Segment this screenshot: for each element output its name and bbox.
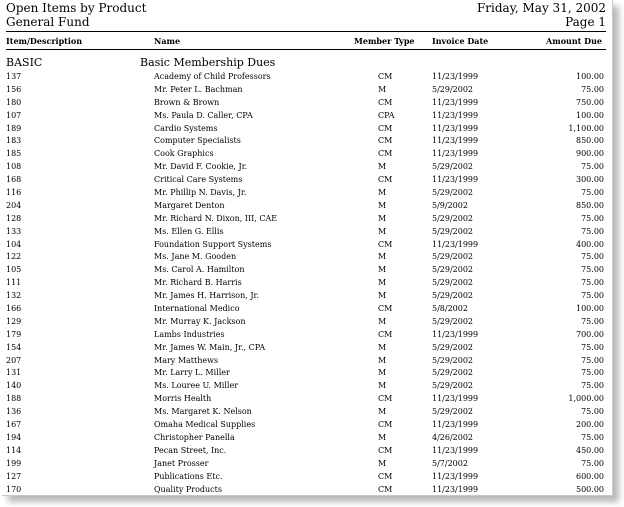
row-invoice-date: 5/29/2002 [432,381,474,391]
row-item: 105 [6,265,22,275]
row-member-type: M [378,278,387,288]
row-member-type: M [378,200,387,210]
row-name: Publications Etc. [154,471,223,481]
table-row [2,484,612,497]
row-member-type: CPA [378,110,395,120]
row-item: 114 [6,445,22,455]
row-member-type: M [378,252,387,262]
row-item: 207 [6,355,22,365]
row-item: 183 [6,136,22,146]
row-member-type: M [378,226,387,236]
row-member-type: CM [378,471,393,481]
column-header-item: Item/Description [6,36,83,46]
row-name: Ms. Paula D. Caller, CPA [154,110,253,120]
row-amount-due: 75.00 [581,368,604,378]
row-amount-due: 75.00 [581,355,604,365]
row-item: 170 [6,484,22,494]
row-invoice-date: 11/23/1999 [432,239,479,249]
row-member-type: M [378,355,387,365]
row-item: 140 [6,381,22,391]
page-number: Page 1 [565,15,606,29]
group-code: BASIC [6,56,43,69]
row-name: Mr. Phillip N. Davis, Jr. [154,188,247,198]
row-item: 194 [6,432,22,442]
row-member-type: M [378,265,387,275]
row-item: 108 [6,162,22,172]
row-invoice-date: 11/23/1999 [432,110,479,120]
row-name: Mr. James W. Main, Jr., CPA [154,342,266,352]
table-row [2,432,612,445]
row-amount-due: 75.00 [581,162,604,172]
row-invoice-date: 11/23/1999 [432,149,479,159]
column-header-name: Name [154,36,181,46]
table-row [2,471,612,484]
row-name: Ms. Ellen G. Ellis [154,226,224,236]
row-item: 107 [6,110,22,120]
table-row [2,277,612,290]
row-name: Ms. Louree U. Miller [154,381,239,391]
row-item: 136 [6,407,22,417]
row-name: Foundation Support Systems [154,239,272,249]
row-item: 189 [6,123,22,133]
row-name: Mr. James H. Harrison, Jr. [154,291,260,301]
row-amount-due: 1,100.00 [568,123,604,133]
row-member-type: M [378,316,387,326]
row-name: Ms. Jane M. Gooden [154,252,237,262]
row-item: 133 [6,226,22,236]
row-member-type: M [378,291,387,301]
row-member-type: M [378,342,387,352]
row-item: 128 [6,213,22,223]
row-name: Ms. Margaret K. Nelson [154,407,252,417]
table-row [2,187,612,200]
row-item: 185 [6,149,22,159]
row-invoice-date: 5/7/2002 [432,458,468,468]
table-row [2,264,612,277]
row-amount-due: 75.00 [581,84,604,94]
row-item: 132 [6,291,22,301]
row-amount-due: 75.00 [581,213,604,223]
row-amount-due: 75.00 [581,432,604,442]
row-name: Mary Matthews [154,355,219,365]
row-invoice-date: 11/23/1999 [432,175,479,185]
table-row [2,316,612,329]
row-amount-due: 900.00 [576,149,604,159]
row-amount-due: 75.00 [581,226,604,236]
row-invoice-date: 4/26/2002 [432,432,474,442]
row-amount-due: 400.00 [576,239,604,249]
report-page [2,0,613,496]
table-row [2,123,612,136]
row-invoice-date: 5/29/2002 [432,226,474,236]
row-item: 111 [6,278,22,288]
row-name: International Medico [154,304,240,314]
row-member-type: M [378,84,387,94]
table-row [2,71,612,84]
table-row [2,226,612,239]
row-item: 167 [6,420,22,430]
row-name: Cook Graphics [154,149,214,159]
fund-name: General Fund [6,15,90,29]
row-member-type: CM [378,445,393,455]
row-name: Mr. Richard N. Dixon, III, CAE [154,213,278,223]
row-invoice-date: 11/23/1999 [432,471,479,481]
row-amount-due: 100.00 [576,110,604,120]
row-item: 129 [6,316,22,326]
row-amount-due: 75.00 [581,342,604,352]
row-member-type: CM [378,123,393,133]
table-row [2,290,612,303]
row-item: 188 [6,394,22,404]
row-member-type: CM [378,175,393,185]
row-name: Mr. Larry L. Miller [154,368,230,378]
row-name: Mr. David F. Cookie, Jr. [154,162,248,172]
table-row [2,445,612,458]
row-name: Mr. Richard B. Harris [154,278,242,288]
row-invoice-date: 11/23/1999 [432,394,479,404]
row-item: 137 [6,72,22,81]
row-member-type: CM [378,394,393,404]
row-member-type: CM [378,136,393,146]
header-rule-bottom [6,49,606,50]
table-row [2,84,612,97]
row-name: Ms. Carol A. Hamilton [154,265,245,275]
row-item: 154 [6,342,22,352]
row-invoice-date: 11/23/1999 [432,136,479,146]
row-name: Critical Care Systems [154,175,243,185]
row-member-type: CM [378,97,393,107]
row-amount-due: 75.00 [581,458,604,468]
row-member-type: CM [378,420,393,430]
table-row [2,200,612,213]
row-invoice-date: 11/23/1999 [432,72,479,81]
row-invoice-date: 5/29/2002 [432,291,474,301]
row-invoice-date: 5/29/2002 [432,265,474,275]
row-name: Mr. Murray K. Jackson [154,316,246,326]
row-item: 122 [6,252,22,262]
column-header-invoice-date: Invoice Date [432,36,489,46]
table-row [2,303,612,316]
row-invoice-date: 11/23/1999 [432,123,479,133]
row-name: Christopher Panella [154,432,235,442]
row-invoice-date: 5/8/2002 [432,304,468,314]
row-member-type: CM [378,329,393,339]
row-invoice-date: 11/23/1999 [432,329,479,339]
row-item: 166 [6,304,22,314]
table-row [2,161,612,174]
row-item: 116 [6,188,22,198]
row-member-type: M [378,458,387,468]
row-invoice-date: 11/23/1999 [432,420,479,430]
row-member-type: M [378,368,387,378]
row-amount-due: 300.00 [576,175,604,185]
row-invoice-date: 5/29/2002 [432,355,474,365]
row-item: 104 [6,239,22,249]
group-name: Basic Membership Dues [140,56,276,69]
row-member-type: CM [378,304,393,314]
row-invoice-date: 5/29/2002 [432,407,474,417]
row-invoice-date: 5/29/2002 [432,368,474,378]
table-row [2,135,612,148]
row-member-type: M [378,432,387,442]
table-row [2,97,612,110]
row-item: 199 [6,458,22,468]
table-row [2,174,612,187]
table-row [2,406,612,419]
row-amount-due: 100.00 [576,72,604,81]
row-invoice-date: 5/29/2002 [432,84,474,94]
row-member-type: CM [378,239,393,249]
row-invoice-date: 5/29/2002 [432,342,474,352]
row-amount-due: 450.00 [576,445,604,455]
table-row [2,110,612,123]
row-name: Cardio Systems [154,123,218,133]
row-amount-due: 75.00 [581,188,604,198]
row-invoice-date: 5/29/2002 [432,213,474,223]
row-item: 179 [6,329,22,339]
table-row [2,419,612,432]
row-name: Brown & Brown [154,97,220,107]
row-name: Lambs Industries [154,329,225,339]
row-item: 204 [6,200,22,210]
table-row [2,148,612,161]
row-amount-due: 75.00 [581,265,604,275]
row-invoice-date: 5/29/2002 [432,278,474,288]
row-amount-due: 600.00 [576,471,604,481]
row-name: Quality Products [154,484,222,494]
row-amount-due: 1,000.00 [568,394,604,404]
row-amount-due: 75.00 [581,381,604,391]
row-amount-due: 500.00 [576,484,604,494]
row-amount-due: 75.00 [581,291,604,301]
row-amount-due: 200.00 [576,420,604,430]
row-member-type: CM [378,72,393,81]
header-rule-top [6,31,606,32]
row-amount-due: 700.00 [576,329,604,339]
table-row [2,251,612,264]
row-invoice-date: 11/23/1999 [432,445,479,455]
row-member-type: CM [378,484,393,494]
row-amount-due: 75.00 [581,278,604,288]
row-amount-due: 75.00 [581,252,604,262]
row-item: 168 [6,175,22,185]
row-invoice-date: 5/29/2002 [432,188,474,198]
row-member-type: M [378,407,387,417]
row-amount-due: 850.00 [576,200,604,210]
group-header [2,56,612,70]
row-invoice-date: 5/29/2002 [432,252,474,262]
report-title: Open Items by Product [6,1,147,15]
row-member-type: M [378,162,387,172]
table-row [2,458,612,471]
row-member-type: M [378,213,387,223]
row-item: 131 [6,368,22,378]
table-row [2,380,612,393]
table-row [2,239,612,252]
row-amount-due: 75.00 [581,316,604,326]
row-item: 127 [6,471,22,481]
row-amount-due: 750.00 [576,97,604,107]
column-header-member-type: Member Type [354,36,415,46]
report-rows [2,71,612,496]
row-member-type: M [378,381,387,391]
row-name: Pecan Street, Inc. [154,445,227,455]
row-name: Janet Prosser [154,458,209,468]
row-invoice-date: 11/23/1999 [432,97,479,107]
table-row [2,393,612,406]
table-row [2,342,612,355]
table-row [2,367,612,380]
row-item: 156 [6,84,22,94]
row-member-type: CM [378,149,393,159]
row-invoice-date: 5/29/2002 [432,316,474,326]
row-name: Margaret Denton [154,200,225,210]
row-name: Omaha Medical Supplies [154,420,256,430]
row-invoice-date: 5/9/2002 [432,200,468,210]
row-invoice-date: 5/29/2002 [432,162,474,172]
report-date: Friday, May 31, 2002 [476,1,606,15]
row-invoice-date: 11/23/1999 [432,484,479,494]
row-member-type: M [378,188,387,198]
table-row [2,329,612,342]
row-name: Mr. Peter L. Bachman [154,84,243,94]
table-row [2,355,612,368]
row-name: Morris Health [154,394,212,404]
row-amount-due: 100.00 [576,304,604,314]
row-name: Academy of Child Professors [154,72,271,81]
row-amount-due: 850.00 [576,136,604,146]
table-row [2,213,612,226]
row-item: 180 [6,97,22,107]
row-amount-due: 75.00 [581,407,604,417]
column-header-amount-due: Amount Due [546,36,602,46]
row-name: Computer Specialists [154,136,241,146]
